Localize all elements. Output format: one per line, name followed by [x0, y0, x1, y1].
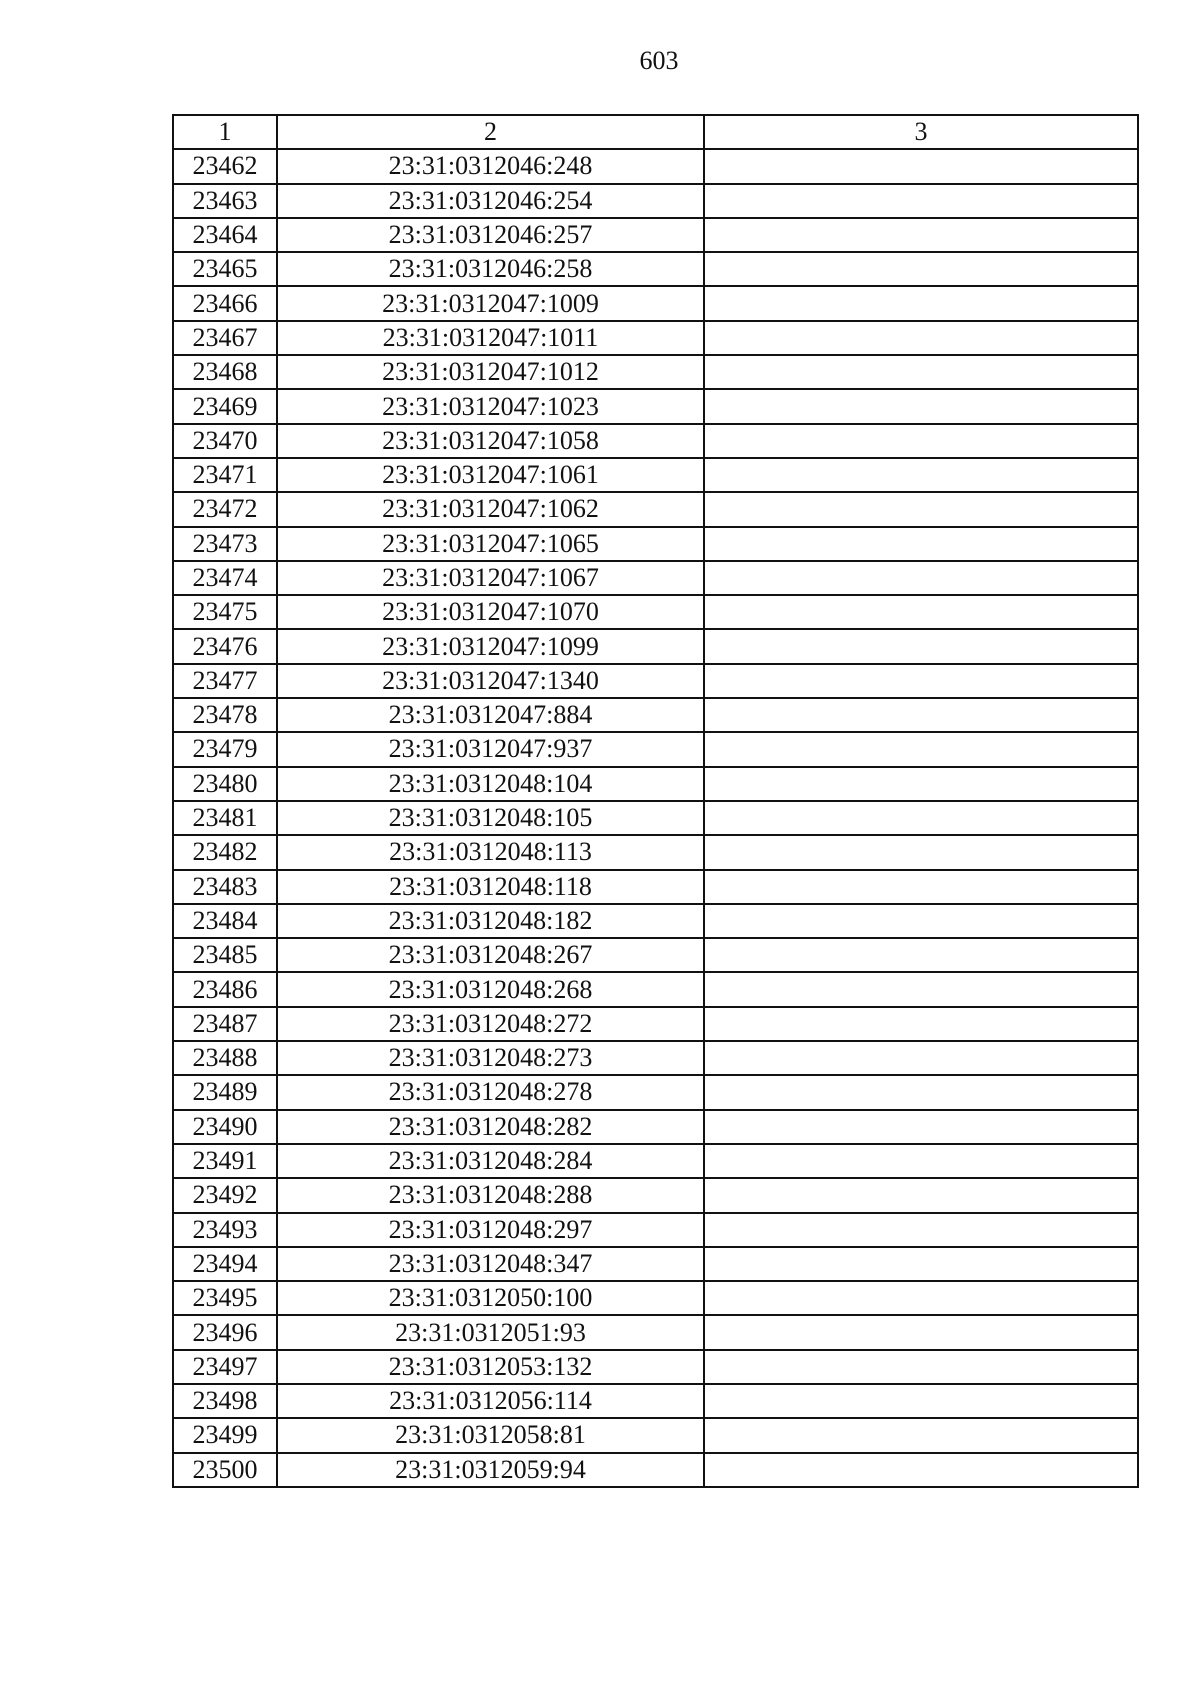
- cadastral-number-cell: 23:31:0312047:1061: [277, 458, 704, 492]
- row-number-cell: 23475: [173, 595, 277, 629]
- row-number-cell: 23479: [173, 732, 277, 766]
- row-number-cell: 23468: [173, 355, 277, 389]
- table-row: [173, 389, 1138, 423]
- notes-cell: [704, 1281, 1138, 1315]
- table-row: [173, 1144, 1138, 1178]
- notes-cell: [704, 458, 1138, 492]
- table-row: [173, 1384, 1138, 1418]
- row-number-cell: 23486: [173, 972, 277, 1006]
- cadastral-number-cell: 23:31:0312047:1011: [277, 321, 704, 355]
- table-row: [173, 1075, 1138, 1109]
- row-number-cell: 23466: [173, 286, 277, 320]
- notes-cell: [704, 904, 1138, 938]
- table-row: [173, 492, 1138, 526]
- cadastral-number-cell: 23:31:0312056:114: [277, 1384, 704, 1418]
- cadastral-number-cell: 23:31:0312047:1099: [277, 629, 704, 663]
- table-body: [173, 149, 1138, 1487]
- table-row: [173, 1315, 1138, 1349]
- row-number-cell: 23500: [173, 1453, 277, 1487]
- notes-cell: [704, 1041, 1138, 1075]
- cadastral-number-cell: 23:31:0312046:257: [277, 218, 704, 252]
- table-row: [173, 1041, 1138, 1075]
- table-row: [173, 321, 1138, 355]
- table-row: [173, 184, 1138, 218]
- notes-cell: [704, 870, 1138, 904]
- cadastral-number-cell: 23:31:0312048:268: [277, 972, 704, 1006]
- notes-cell: [704, 321, 1138, 355]
- notes-cell: [704, 1247, 1138, 1281]
- notes-cell: [704, 286, 1138, 320]
- row-number-cell: 23478: [173, 698, 277, 732]
- table-header-row: [173, 115, 1138, 149]
- table-row: [173, 767, 1138, 801]
- cadastral-number-cell: 23:31:0312047:884: [277, 698, 704, 732]
- cadastral-number-cell: 23:31:0312048:297: [277, 1213, 704, 1247]
- table-row: [173, 904, 1138, 938]
- row-number-cell: 23492: [173, 1178, 277, 1212]
- notes-cell: [704, 1384, 1138, 1418]
- notes-cell: [704, 424, 1138, 458]
- notes-cell: [704, 1110, 1138, 1144]
- notes-cell: [704, 355, 1138, 389]
- notes-cell: [704, 938, 1138, 972]
- cadastral-number-cell: 23:31:0312047:1023: [277, 389, 704, 423]
- notes-cell: [704, 629, 1138, 663]
- cadastral-number-cell: 23:31:0312047:1012: [277, 355, 704, 389]
- cadastral-number-cell: 23:31:0312046:248: [277, 149, 704, 183]
- table-row: [173, 1418, 1138, 1452]
- notes-cell: [704, 252, 1138, 286]
- cadastral-number-cell: 23:31:0312059:94: [277, 1453, 704, 1487]
- row-number-cell: 23496: [173, 1315, 277, 1349]
- table-row: [173, 355, 1138, 389]
- notes-cell: [704, 1315, 1138, 1349]
- notes-cell: [704, 1350, 1138, 1384]
- table-row: [173, 972, 1138, 1006]
- table-row: [173, 1453, 1138, 1487]
- cadastral-number-cell: 23:31:0312050:100: [277, 1281, 704, 1315]
- notes-cell: [704, 492, 1138, 526]
- table-row: [173, 1281, 1138, 1315]
- row-number-cell: 23484: [173, 904, 277, 938]
- table-row: [173, 1178, 1138, 1212]
- cadastral-number-cell: 23:31:0312047:1065: [277, 527, 704, 561]
- row-number-cell: 23471: [173, 458, 277, 492]
- row-number-cell: 23495: [173, 1281, 277, 1315]
- row-number-cell: 23463: [173, 184, 277, 218]
- cadastral-number-cell: 23:31:0312058:81: [277, 1418, 704, 1452]
- cadastral-number-cell: 23:31:0312047:1062: [277, 492, 704, 526]
- row-number-cell: 23488: [173, 1041, 277, 1075]
- table-row: [173, 938, 1138, 972]
- cadastral-table: [172, 114, 1139, 1488]
- row-number-cell: 23473: [173, 527, 277, 561]
- row-number-cell: 23489: [173, 1075, 277, 1109]
- row-number-cell: 23469: [173, 389, 277, 423]
- notes-cell: [704, 1178, 1138, 1212]
- table-row: [173, 698, 1138, 732]
- cadastral-number-cell: 23:31:0312047:1067: [277, 561, 704, 595]
- cadastral-number-cell: 23:31:0312046:258: [277, 252, 704, 286]
- table-row: [173, 835, 1138, 869]
- notes-cell: [704, 389, 1138, 423]
- cadastral-number-cell: 23:31:0312048:284: [277, 1144, 704, 1178]
- table-row: [173, 870, 1138, 904]
- row-number-cell: 23470: [173, 424, 277, 458]
- notes-cell: [704, 561, 1138, 595]
- notes-cell: [704, 1418, 1138, 1452]
- notes-cell: [704, 527, 1138, 561]
- cadastral-number-cell: 23:31:0312048:273: [277, 1041, 704, 1075]
- notes-cell: [704, 767, 1138, 801]
- notes-cell: [704, 698, 1138, 732]
- cadastral-number-cell: 23:31:0312048:118: [277, 870, 704, 904]
- table-row: [173, 458, 1138, 492]
- table-row: [173, 1213, 1138, 1247]
- notes-cell: [704, 595, 1138, 629]
- row-number-cell: 23464: [173, 218, 277, 252]
- row-number-cell: 23483: [173, 870, 277, 904]
- row-number-cell: 23465: [173, 252, 277, 286]
- cadastral-number-cell: 23:31:0312048:347: [277, 1247, 704, 1281]
- cadastral-number-cell: 23:31:0312051:93: [277, 1315, 704, 1349]
- notes-cell: [704, 218, 1138, 252]
- row-number-cell: 23477: [173, 664, 277, 698]
- row-number-cell: 23491: [173, 1144, 277, 1178]
- notes-cell: [704, 835, 1138, 869]
- row-number-cell: 23490: [173, 1110, 277, 1144]
- row-number-cell: 23474: [173, 561, 277, 595]
- cadastral-number-cell: 23:31:0312048:104: [277, 767, 704, 801]
- table-row: [173, 252, 1138, 286]
- column-header-1: 1: [173, 115, 277, 149]
- cadastral-number-cell: 23:31:0312046:254: [277, 184, 704, 218]
- row-number-cell: 23462: [173, 149, 277, 183]
- table-header: [173, 115, 1138, 149]
- table-row: [173, 1247, 1138, 1281]
- cadastral-number-cell: 23:31:0312048:278: [277, 1075, 704, 1109]
- row-number-cell: 23482: [173, 835, 277, 869]
- cadastral-number-cell: 23:31:0312047:1058: [277, 424, 704, 458]
- table-row: [173, 561, 1138, 595]
- row-number-cell: 23494: [173, 1247, 277, 1281]
- table-row: [173, 527, 1138, 561]
- notes-cell: [704, 1453, 1138, 1487]
- table-row: [173, 1007, 1138, 1041]
- table-row: [173, 1350, 1138, 1384]
- row-number-cell: 23472: [173, 492, 277, 526]
- cadastral-number-cell: 23:31:0312048:288: [277, 1178, 704, 1212]
- row-number-cell: 23497: [173, 1350, 277, 1384]
- table-row: [173, 149, 1138, 183]
- table-row: [173, 629, 1138, 663]
- notes-cell: [704, 732, 1138, 766]
- notes-cell: [704, 801, 1138, 835]
- table-row: [173, 801, 1138, 835]
- cadastral-number-cell: 23:31:0312048:282: [277, 1110, 704, 1144]
- notes-cell: [704, 1075, 1138, 1109]
- row-number-cell: 23493: [173, 1213, 277, 1247]
- row-number-cell: 23499: [173, 1418, 277, 1452]
- row-number-cell: 23498: [173, 1384, 277, 1418]
- cadastral-number-cell: 23:31:0312047:1340: [277, 664, 704, 698]
- cadastral-number-cell: 23:31:0312048:272: [277, 1007, 704, 1041]
- notes-cell: [704, 664, 1138, 698]
- table-row: [173, 595, 1138, 629]
- cadastral-number-cell: 23:31:0312047:1009: [277, 286, 704, 320]
- row-number-cell: 23481: [173, 801, 277, 835]
- cadastral-number-cell: 23:31:0312047:937: [277, 732, 704, 766]
- cadastral-number-cell: 23:31:0312047:1070: [277, 595, 704, 629]
- row-number-cell: 23487: [173, 1007, 277, 1041]
- table-row: [173, 664, 1138, 698]
- notes-cell: [704, 1213, 1138, 1247]
- notes-cell: [704, 1007, 1138, 1041]
- cadastral-number-cell: 23:31:0312053:132: [277, 1350, 704, 1384]
- notes-cell: [704, 1144, 1138, 1178]
- column-header-3: 3: [704, 115, 1138, 149]
- notes-cell: [704, 184, 1138, 218]
- page-number: 603: [639, 46, 679, 75]
- table-row: [173, 218, 1138, 252]
- table-row: [173, 1110, 1138, 1144]
- cadastral-number-cell: 23:31:0312048:182: [277, 904, 704, 938]
- row-number-cell: 23467: [173, 321, 277, 355]
- cadastral-number-cell: 23:31:0312048:267: [277, 938, 704, 972]
- row-number-cell: 23485: [173, 938, 277, 972]
- notes-cell: [704, 149, 1138, 183]
- row-number-cell: 23476: [173, 629, 277, 663]
- table-row: [173, 286, 1138, 320]
- column-header-2: 2: [277, 115, 704, 149]
- table-row: [173, 424, 1138, 458]
- table-row: [173, 732, 1138, 766]
- row-number-cell: 23480: [173, 767, 277, 801]
- cadastral-number-cell: 23:31:0312048:105: [277, 801, 704, 835]
- cadastral-number-cell: 23:31:0312048:113: [277, 835, 704, 869]
- notes-cell: [704, 972, 1138, 1006]
